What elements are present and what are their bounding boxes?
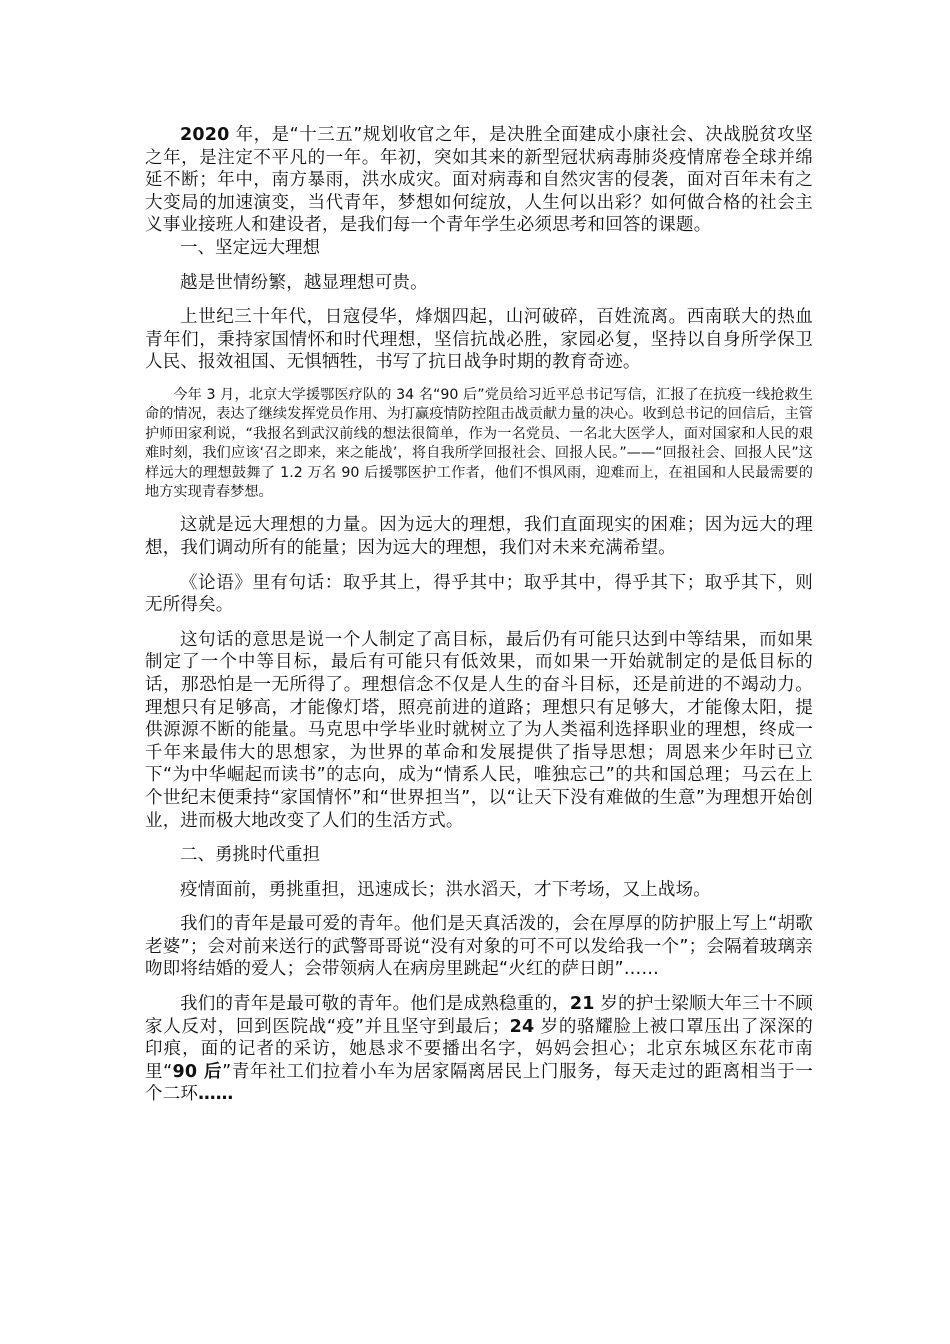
- section2-paragraph-3: [145, 993, 813, 1106]
- p3-text-c: 岁的骆耀脸上被口罩压出了深深的印痕，面的记者的采访，她恳求不要播出名字，妈妈会担心；北京东城区东花市南里“: [145, 1016, 813, 1082]
- section2-paragraph-1: 疫情面前，勇挑重担，迅速成长；洪水滔天，才下考场，又上战场。: [180, 879, 711, 900]
- section1-paragraph-1: 越是世情纷繁，越显理想可贵。: [180, 272, 428, 293]
- intro-text: 年，是“十三五”规划收官之年，是决胜全面建成小康社会、决战脱贫攻坚之年，是注定不平凡的一年。年初，突如其来的新型冠状病毒肺炎疫情席卷全球并绵延不断；年中，南方暴雨，洪水成灾。面对病毒和自然灾害的侵袭，面对百年未有之大变局的加速演变，当代青年，梦想如何绽放，人生何以出彩？如何做合格的社会主义事业接班人和建设者，是我们每一个青年学生必须思考和回答的课题。: [145, 125, 813, 236]
- section2-heading: 二、勇挑时代重担: [180, 845, 320, 866]
- section1-paragraph-2: 上世纪三十年代，日寇侵华，烽烟四起，山河破碎，百姓流离。西南联大的热血青年们，秉持家国情怀和时代理想，坚信抗战必胜，家园必复，坚持以自身所学保卫人民、报效祖国、无惧牺牲，书写了抗日战争时期的教育奇迹。: [145, 307, 813, 373]
- section1-paragraph-6: 这句话的意思是说一个人制定了高目标，最后仍有可能只达到中等结果，而如果制定了一个中等目标，最后有可能只有低效果，而如果一开始就制定的是低目标的话，那恐怕是一无所得了。理想信念不仅是人生的奋斗目标，还是前进的不竭动力。理想只有足够高，才能像灯塔，照亮前进的道路；理想只有足够大，才能像太阳，提供源源不断的能量。马克思中学毕业时就树立了为人类福利选择职业的理想，终成一千年来最伟大的思想家，为世界的革命和发展提供了指导思想；周恩来少年时已立下“为中华崛起而读书”的志向，成为“情系人民，唯独忘己”的共和国总理；马云在上个世纪末便秉持“家国情怀”和“世界担当”，以“让天下没有难做的生意”为理想开始创业，进而极大地改变了人们的生活方式。: [145, 629, 813, 831]
- section1-paragraph-3: 今年 3 月，北京大学援鄂医疗队的 34 名“90 后”党员给习近平总书记写信，汇报了在抗疫一线抢救生命的情况，表达了继续发挥党员作用、为打赢疫情防控阻击战贡献力量的决心。收到总书记的回信后，主管护师田家利说，“我报名到武汉前线的想法很简单，作为一名党员、一名北大医学人，面对国家和人民的艰难时刻，我们应该‘召之即来，来之能战’，将自我所学回报社会、回报人民。”——“回报社会、回报人民”这样远大的理想鼓舞了 1.2 万名 90 后援鄂医护工作者，他们不惧风雨，迎难而上，在祖国和人民最需要的地方实现青春梦想。: [145, 386, 813, 500]
- p3-generation: 90 后: [172, 1061, 223, 1082]
- p3-text-d: ”青年社工们拉着小车为居家隔离居民上门服务，每天走过的距离相当于一个二环: [145, 1061, 814, 1105]
- p3-age-2: 24: [509, 1016, 535, 1037]
- document-page: [145, 124, 813, 1106]
- p3-text-b: 岁的护士梁顺大年三十不顾家人反对，回到医院战“疫”并且坚守到最后；: [145, 994, 813, 1037]
- p3-ellipsis: ……: [198, 1084, 234, 1105]
- p3-text-a: 我们的青年是最可敬的青年。他们是成熟稳重的，: [180, 994, 570, 1015]
- intro-paragraph: [145, 124, 813, 237]
- p3-age-1: 21: [569, 994, 595, 1015]
- section1-paragraph-4: 这就是远大理想的力量。因为远大的理想，我们直面现实的困难；因为远大的理想，我们调动所有的能量；因为远大的理想，我们对未来充满希望。: [145, 515, 813, 558]
- intro-year: 2020: [180, 125, 230, 145]
- section1-paragraph-5: 《论语》里有句话：取乎其上，得乎其中；取乎其中，得乎其下；取乎其下，则无所得矣。: [145, 572, 813, 616]
- section2-paragraph-2: 我们的青年是最可爱的青年。他们是天真活泼的，会在厚厚的防护服上写上“胡歌老婆”；会对前来送行的武警哥哥说“没有对象的可不可以发给我一个”；会隔着玻璃亲吻即将结婚的爱人；会带领病人在病房里跳起“火红的萨日朗”……: [145, 914, 813, 980]
- section1-heading: 一、坚定远大理想: [180, 237, 320, 258]
